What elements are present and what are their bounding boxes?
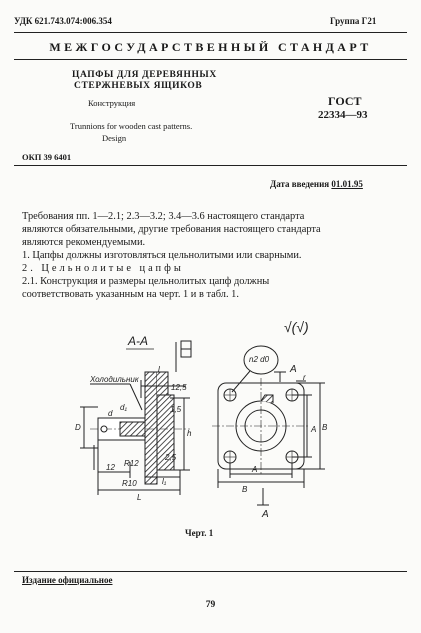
okp-rule	[14, 165, 407, 166]
body-line-7: соответствовать указанным на черт. 1 и в табл. 1.	[22, 289, 239, 300]
intro-date-label: Дата введения	[270, 179, 330, 189]
dim-12: 12	[106, 463, 115, 472]
dim-D: D	[75, 423, 81, 432]
udk-code: УДК 621.743.074:006.354	[14, 16, 112, 26]
body-line-3: являются рекомендуемыми.	[22, 237, 146, 248]
title-ru-line1: ЦАПФЫ ДЛЯ ДЕРЕВЯННЫХ	[72, 70, 217, 80]
banner-rule	[14, 59, 407, 60]
dim-R10: R10	[122, 479, 137, 488]
page-number: 79	[205, 600, 216, 610]
top-rule	[14, 32, 407, 33]
dim-2-5: 2,5	[165, 453, 177, 462]
dim-A-horizontal: A	[252, 465, 258, 474]
holes-label: n2 d0	[249, 355, 270, 364]
dim-12-5: 12,5	[171, 383, 187, 392]
plan-view	[212, 346, 325, 505]
figure-caption: Черт. 1	[185, 528, 214, 538]
dim-l: l	[158, 365, 160, 374]
dim-d: d	[108, 409, 113, 418]
dim-B-vertical: B	[322, 423, 328, 432]
section-arrow-bottom: A	[262, 509, 269, 520]
intro-date	[270, 179, 363, 189]
section-heading	[22, 263, 184, 274]
section-heading-text: 2. Цельнолитые цапфы	[22, 263, 184, 274]
title-en-line1: Trunnions for wooden cast patterns.	[70, 121, 193, 131]
dim-R12: R12	[124, 459, 139, 468]
body-line-1: Требования пп. 1—2.1; 2.3—3.2; 3.4—3.6 настоящего стандарта	[22, 211, 305, 222]
dim-1-5: 1,5	[170, 405, 182, 414]
title-ru	[72, 70, 217, 92]
dim-B-horizontal: B	[242, 485, 248, 494]
section-arrow-top: A	[290, 364, 297, 375]
title-ru-subtitle: Конструкция	[88, 98, 136, 108]
title-ru-line2: СТЕРЖНЕВЫХ ЯЩИКОВ	[74, 81, 203, 91]
dim-h: h	[187, 429, 192, 438]
footer-rule	[14, 571, 407, 572]
section-label: А-А	[128, 334, 149, 348]
okp-code: ОКП 39 6401	[22, 152, 72, 162]
body-line-2: являются обязательными, другие требования настоящего стандарта	[22, 224, 321, 235]
section-view	[80, 341, 191, 495]
body-line-6: 2.1. Конструкция и размеры цельнолитых цапф должны	[22, 276, 270, 287]
roughness-mark: √(√)	[284, 319, 309, 335]
gost-label: ГОСТ	[328, 94, 362, 108]
dim-d1: d₁	[120, 403, 127, 412]
group-code: Группа Г21	[330, 16, 377, 26]
cooler-label: Холодильник	[90, 375, 139, 384]
title-en-line2: Design	[102, 133, 127, 143]
intro-date-value: 01.01.95	[331, 179, 363, 189]
edition-note: Издание официальное	[22, 575, 113, 585]
gost-number: 22334—93	[318, 109, 368, 121]
technical-drawing	[0, 305, 421, 525]
dim-L: L	[137, 493, 142, 502]
standard-banner: МЕЖГОСУДАРСТВЕННЫЙ СТАНДАРТ	[49, 40, 372, 54]
body-line-4: 1. Цапфы должны изготовляться цельнолитыми или сварными.	[22, 250, 302, 261]
dim-l1: l₁	[162, 477, 167, 486]
dim-A-vertical: A	[311, 425, 317, 434]
dim-r: r	[303, 373, 306, 382]
